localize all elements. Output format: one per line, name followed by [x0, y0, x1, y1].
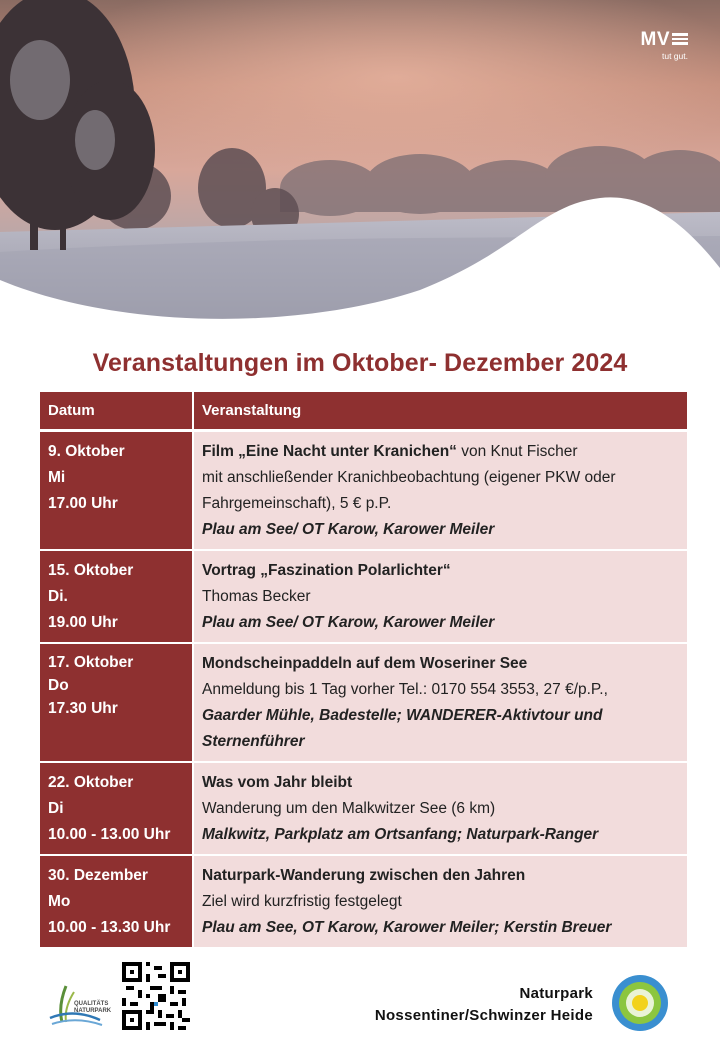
event-detail: Anmeldung bis 1 Tag vorher Tel.: 0170 554 3553, 27 €/p.P.,: [202, 681, 608, 698]
event-title: Film „Eine Nacht unter Kranichen“: [202, 443, 457, 460]
table-row: [40, 762, 687, 855]
mv-logo: [641, 30, 689, 61]
event-title: Was vom Jahr bleibt: [202, 774, 353, 791]
event-day: Mi: [48, 469, 66, 486]
table-row: [40, 855, 687, 948]
svg-text:NATURPARK: NATURPARK: [74, 1008, 112, 1014]
event-date: 15. Oktober: [48, 562, 134, 579]
event-title: Naturpark-Wanderung zwischen den Jahren: [202, 867, 526, 884]
page-title: Veranstaltungen im Oktober- Dezember 2024: [92, 349, 628, 377]
event-detail: mit anschließender Kranichbeobachtung (eigener PKW oder: [202, 469, 616, 486]
column-header-event: Veranstaltung: [193, 392, 687, 431]
event-date-cell: [40, 762, 193, 855]
event-detail: Ziel wird kurzfristig festgelegt: [202, 893, 402, 910]
events-table: [40, 392, 687, 949]
event-location: Plau am See/ OT Karow, Karower Meiler: [202, 614, 495, 631]
event-date-cell: [40, 431, 193, 551]
column-header-date: Datum: [40, 392, 193, 431]
event-title-suffix: von Knut Fischer: [456, 443, 578, 460]
event-day: Di.: [48, 588, 68, 605]
event-info-cell: [193, 855, 687, 948]
naturpark-name-line: Nossentiner/Schwinzer Heide: [374, 1007, 593, 1024]
event-location: Plau am See/ OT Karow, Karower Meiler: [202, 521, 495, 538]
event-detail: Fahrgemeinschaft), 5 € p.P.: [202, 495, 392, 512]
hero-image: [0, 0, 720, 340]
event-detail: Thomas Becker: [202, 588, 311, 605]
event-time: 17.00 Uhr: [48, 495, 118, 512]
table-row: [40, 431, 687, 551]
event-date: 9. Oktober: [48, 443, 125, 460]
event-detail: Wanderung um den Malkwitzer See (6 km): [202, 800, 496, 817]
event-day: Mo: [48, 893, 71, 910]
event-location: Gaarder Mühle, Badestelle; WANDERER-Aktivtour und: [202, 707, 603, 724]
table-header-row: [40, 392, 687, 431]
event-info-cell: [193, 431, 687, 551]
event-location: Malkwitz, Parkplatz am Ortsanfang; Naturpark-Ranger: [202, 826, 599, 843]
event-date-cell: [40, 643, 193, 762]
mv-tagline: tut gut.: [662, 51, 688, 61]
event-date: 17. Oktober: [48, 654, 134, 671]
naturpark-name-line: Naturpark: [519, 985, 593, 1002]
naturpark-logo-icon: [611, 974, 669, 1032]
event-location: Plau am See, OT Karow, Karower Meiler; Kerstin Breuer: [202, 919, 612, 936]
qr-code[interactable]: [122, 962, 190, 1030]
event-time: 17.30 Uhr: [48, 700, 118, 717]
naturpark-name: [375, 983, 593, 1027]
quality-naturpark-logo: [44, 978, 124, 1028]
event-date: 30. Dezember: [48, 867, 148, 884]
event-info-cell: [193, 550, 687, 643]
event-day: Do: [48, 677, 69, 694]
event-date: 22. Oktober: [48, 774, 134, 791]
event-location: Sternenführer: [202, 733, 305, 750]
mv-logo-text: MV: [640, 29, 670, 50]
event-title: Mondscheinpaddeln auf dem Woseriner See: [202, 655, 528, 672]
svg-text:QUALITÄTS: QUALITÄTS: [74, 1001, 109, 1007]
event-info-cell: [193, 643, 687, 762]
flag-icon: [672, 33, 688, 45]
event-date-cell: [40, 855, 193, 948]
event-date-cell: [40, 550, 193, 643]
event-day: Di: [48, 800, 64, 817]
event-time: 19.00 Uhr: [48, 614, 118, 631]
event-title: Vortrag „Faszination Polarlichter“: [202, 562, 451, 579]
table-row: [40, 550, 687, 643]
table-row: [40, 643, 687, 762]
event-info-cell: [193, 762, 687, 855]
event-time: 10.00 - 13.30 Uhr: [48, 919, 171, 936]
event-time: 10.00 - 13.00 Uhr: [48, 826, 171, 843]
